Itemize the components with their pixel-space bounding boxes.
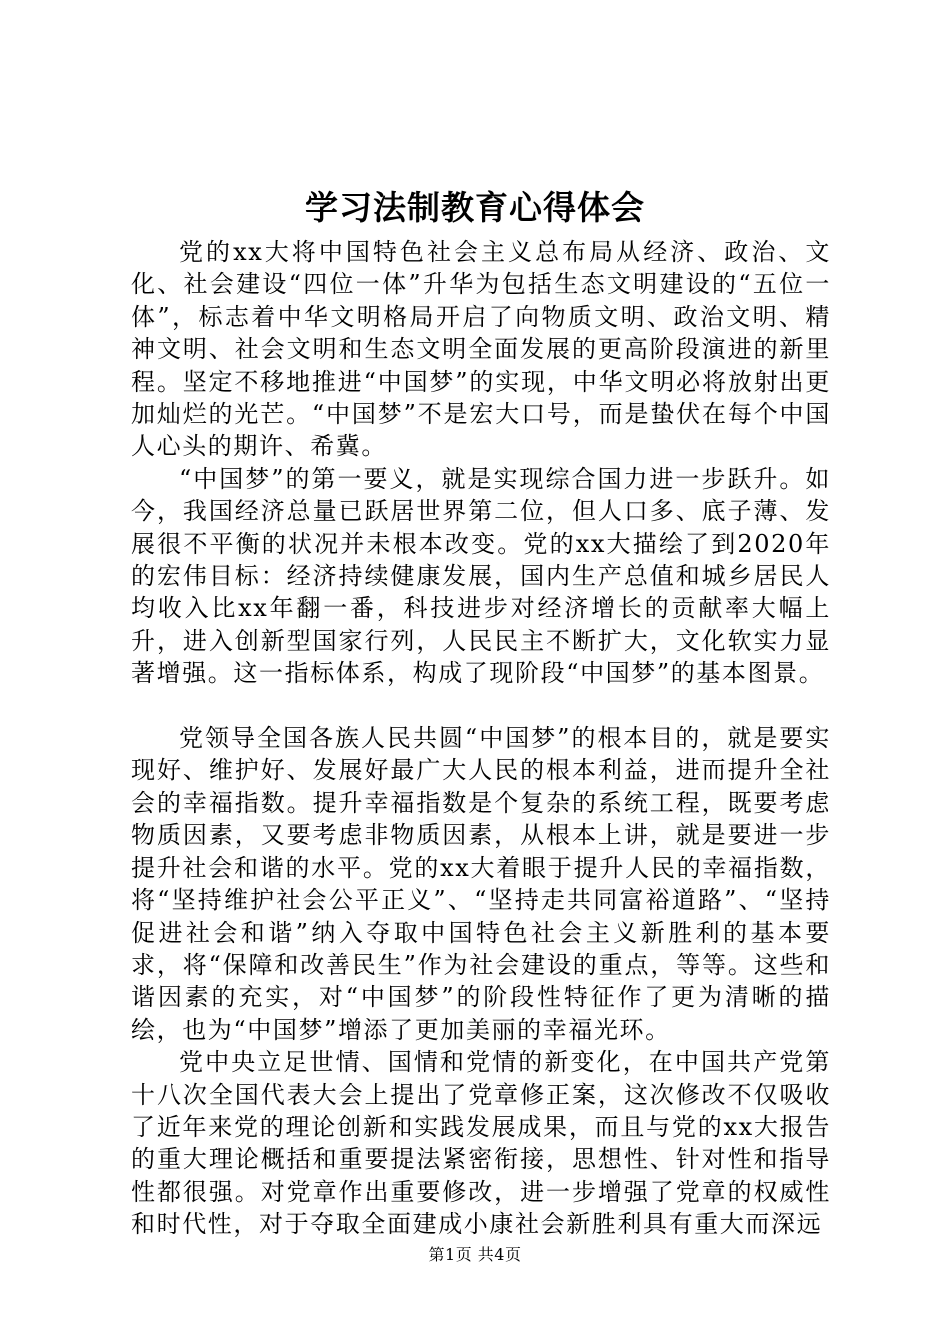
- document-body: [131, 236, 831, 1241]
- paragraph-4: 党中央立足世情、国情和党情的新变化，在中国共产党第十八次全国代表大会上提出了党章修正案，这次修改不仅吸收了近年来党的理论创新和实践发展成果，而且与党的xx大报告的重大理论概括和重要提法紧密衔接，思想性、针对性和指导性都很强。对党章作出重要修改，进一步增强了党章的权威性和时代性，对于夺取全面建成小康社会新胜利具有重大而深远: [131, 1048, 831, 1239]
- page-number-footer: 第1页 共4页: [428, 1245, 522, 1264]
- paragraph-3: 党领导全国各族人民共圆“中国梦”的根本目的，就是要实现好、维护好、发展好最广大人民的根本利益，进而提升全社会的幸福指数。提升幸福指数是个复杂的系统工程，既要考虑物质因素，又要考虑非物质因素，从根本上讲，就是要进一步提升社会和谐的水平。党的xx大着眼于提升人民的幸福指数，将“坚持维护社会公平正义”、“坚持走共同富裕道路”、“坚持促进社会和谐”纳入夺取中国特色社会主义新胜利的基本要求，将“保障和改善民生”作为社会建设的重点，等等。这些和谐因素的充实，对“中国梦”的阶段性特征作了更为清晰的描绘，也为“中国梦”增添了更加美丽的幸福光环。: [131, 724, 831, 1044]
- paragraph-1: 党的xx大将中国特色社会主义总布局从经济、政治、文化、社会建设“四位一体”升华为包括生态文明建设的“五位一体”，标志着中华文明格局开启了向物质文明、政治文明、精神文明、社会文明和生态文明全面发展的更高阶段演进的新里程。坚定不移地推进“中国梦”的实现，中华文明必将放射出更加灿烂的光芒。“中国梦”不是宏大口号，而是蛰伏在每个中国人心头的期许、希冀。: [131, 238, 831, 461]
- paragraph-2: “中国梦”的第一要义，就是实现综合国力进一步跃升。如今，我国经济总量已跃居世界第二位，但人口多、底子薄、发展很不平衡的状况并未根本改变。党的xx大描绘了到2020年的宏伟目标：经济持续健康发展，国内生产总值和城乡居民人均收入比xx年翻一番，科技进步对经济增长的贡献率大幅上升，进入创新型国家行列，人民民主不断扩大，文化软实力显著增强。这一指标体系，构成了现阶段“中国梦”的基本图景。: [131, 464, 831, 688]
- page-title: 学习法制教育心得体会: [305, 188, 645, 227]
